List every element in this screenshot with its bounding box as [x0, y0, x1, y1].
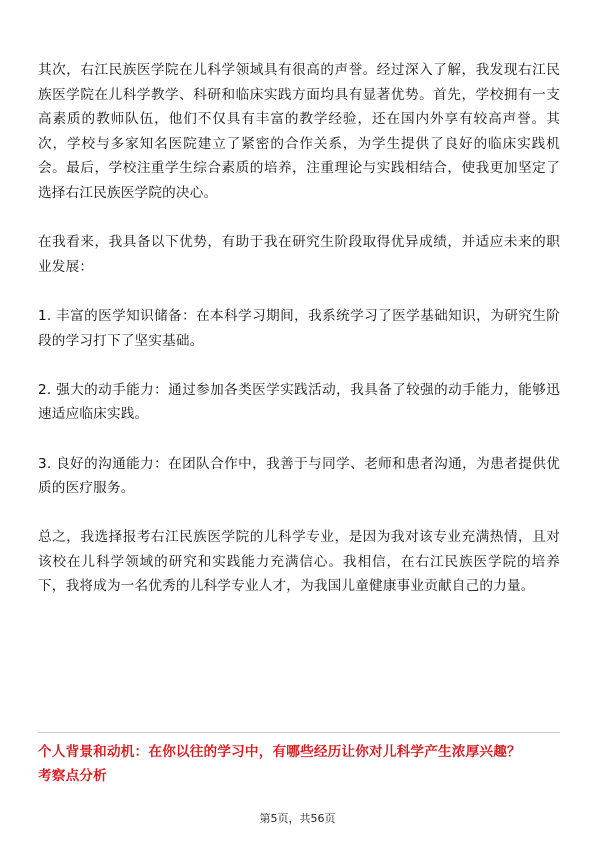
- page-number: 第5页，共56页: [259, 812, 336, 825]
- paragraph-conclusion: 总之，我选择报考右江民族医学院的儿科学专业，是因为我对该专业充满热情，且对该校在儿科学领域的研究和实践能力充满信心。我相信，在右江民族医学院的培养下，我将成为一名优秀的儿科学专业人才，为我国儿童健康事业贡献自己的力量。: [38, 529, 560, 595]
- paragraph-gap: [38, 206, 560, 231]
- section-divider: [38, 732, 560, 733]
- paragraph-advantages-intro: 在我看来，我具备以下优势，有助于我在研究生阶段取得优异成绩，并适应未来的职业发展：: [38, 234, 560, 275]
- paragraph-gap: [38, 427, 560, 452]
- paragraph-reputation: 其次，右江民族医学院在儿科学领域具有很高的声誉。经过深入了解，我发现右江民族医学院在儿科学教学、科研和临床实践方面均具有显著优势。首先，学校拥有一支高素质的教师队伍，他们不仅具有丰富的教学经验，还在国内外享有较高声誉。其次，学校与多家知名医院建立了紧密的合作关系，为学生提供了良好的临床实践机会。最后，学校注重学生综合素质的培养，注重理论与实践相结合，使我更加坚定了选择右江民族医学院的决心。: [38, 62, 560, 201]
- paragraph-gap: [38, 279, 560, 304]
- list-item-practical-skill: 2. 强大的动手能力：通过参加各类医学实践活动，我具备了较强的动手能力，能够迅速适应临床实践。: [38, 381, 560, 423]
- paragraph-gap: [38, 353, 560, 378]
- list-item-knowledge: 1. 丰富的医学知识储备：在本科学习期间，我系统学习了医学基础知识，为研究生阶段的学习打下了坚实基础。: [38, 307, 560, 349]
- document-body: [38, 58, 560, 599]
- list-item-communication: 3. 良好的沟通能力：在团队合作中，我善于与同学、老师和患者沟通，为患者提供优质的医疗服务。: [38, 455, 560, 497]
- paragraph-gap: [38, 501, 560, 526]
- section-heading-analysis: 考察点分析: [38, 768, 107, 784]
- interview-question: 个人背景和动机：在你以往的学习中，有哪些经历让你对儿科学产生浓厚兴趣？: [38, 744, 521, 760]
